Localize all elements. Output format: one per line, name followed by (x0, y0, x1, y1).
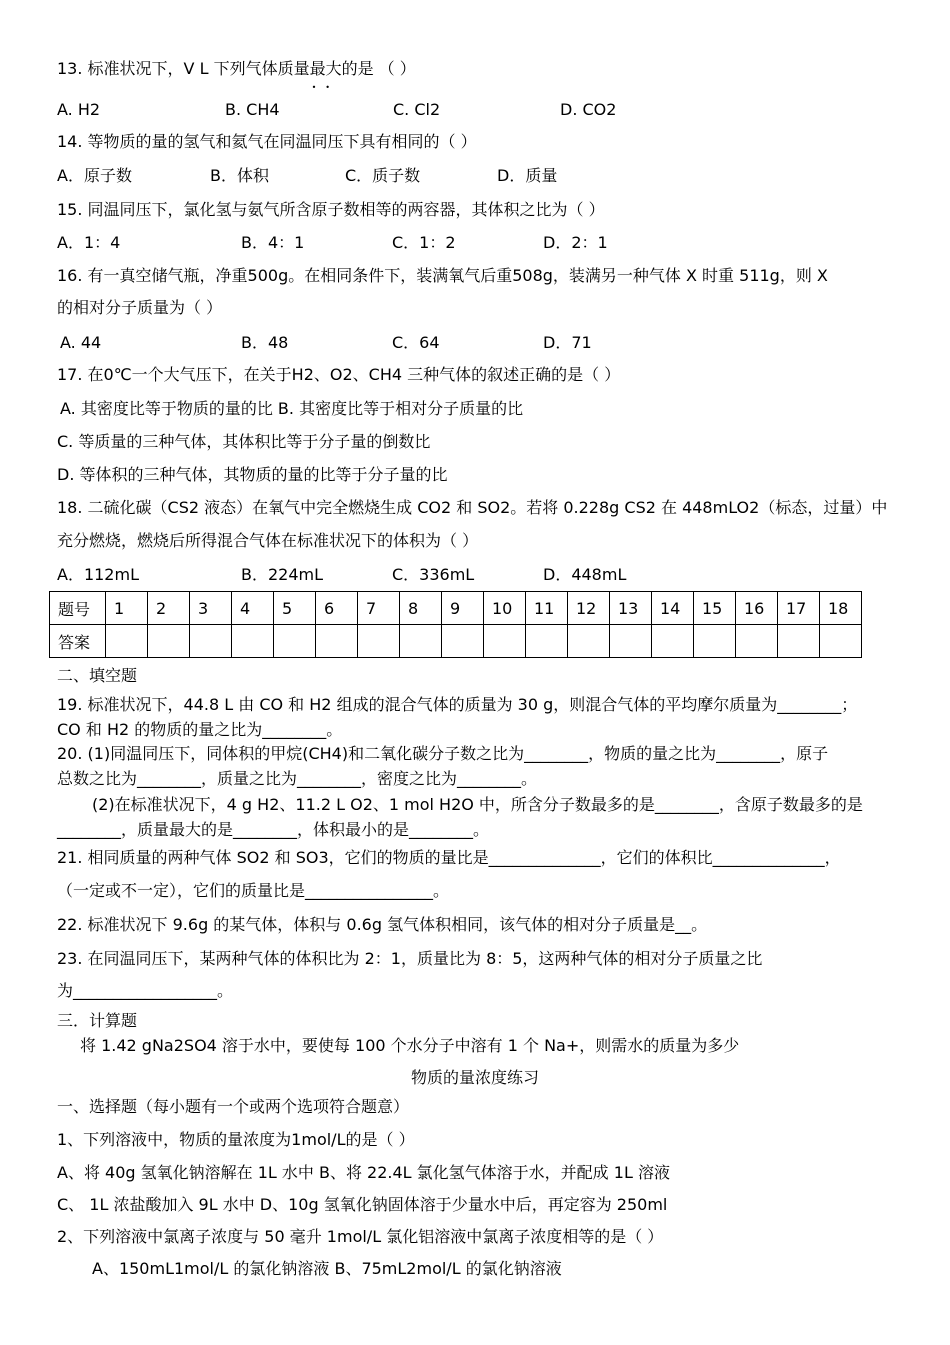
p2-stem: 2、下列溶液中氯离子浓度与 50 毫升 1mol/L 氯化铝溶液中氯离子浓度相等的是（ ） (57, 1227, 664, 1246)
answer-cell[interactable] (400, 625, 442, 658)
answer-table-row-label: 题号 (50, 592, 106, 625)
q21-line1: 21. 相同质量的两种气体 SO2 和 SO3，它们的物质的量比是______________，它们的体积比______________， (57, 848, 841, 867)
q16-option-d[interactable]: D．71 (543, 333, 592, 352)
question-number: 11 (526, 592, 568, 625)
question-number: 1 (106, 592, 148, 625)
section-heading-fill-in: 二、填空题 (57, 666, 138, 685)
q13-option-c[interactable]: C. Cl2 (393, 100, 441, 119)
answer-table-row-label: 答案 (50, 625, 106, 658)
q13-text-b: 的是 （ ） (341, 59, 416, 78)
q16-option-b[interactable]: B．48 (241, 333, 289, 352)
q20-line3: (2)在标准状况下，4 g H2、11.2 L O2、1 mol H2O 中，所含分子数最多的是________，含原子数最多的是 (92, 795, 863, 814)
question-number: 16 (736, 592, 778, 625)
answer-cell[interactable] (232, 625, 274, 658)
question-number: 14 (652, 592, 694, 625)
answer-cell[interactable] (190, 625, 232, 658)
q17-option-d[interactable]: D. 等体积的三种气体，其物质的量的比等于分子量的比 (57, 465, 448, 484)
section-heading-calculation: 三．计算题 (57, 1011, 138, 1030)
p1-options-cd[interactable]: C、 1L 浓盐酸加入 9L 水中 D、10g 氢氧化钠固体溶于少量水中后，再定容为 250ml (57, 1195, 668, 1214)
q15-option-b[interactable]: B．4：1 (241, 233, 305, 252)
q13-text-a: 13. 标准状况下，V L 下列气体质量 (57, 59, 310, 78)
question-number: 10 (484, 592, 526, 625)
q18-option-a[interactable]: A．112mL (57, 565, 139, 584)
q15-stem: 15. 同温同压下，氯化氢与氨气所含原子数相等的两容器，其体积之比为（ ） (57, 200, 605, 219)
p1-stem: 1、下列溶液中，物质的量浓度为1mol/L的是（ ） (57, 1130, 415, 1149)
q16-stem-line2: 的相对分子质量为（ ） (57, 298, 223, 317)
q17-option-c[interactable]: C. 等质量的三种气体，其体积比等于分子量的倒数比 (57, 432, 431, 451)
answer-cell[interactable] (736, 625, 778, 658)
answer-cell[interactable] (652, 625, 694, 658)
answer-cell[interactable] (442, 625, 484, 658)
answer-cell[interactable] (316, 625, 358, 658)
answer-cell[interactable] (358, 625, 400, 658)
question-number: 7 (358, 592, 400, 625)
q23-line2: 为__________________。 (57, 981, 234, 1000)
q14-option-c[interactable]: C．质子数 (345, 166, 421, 185)
q15-option-d[interactable]: D．2：1 (543, 233, 608, 252)
q18-option-d[interactable]: D．448mL (543, 565, 627, 584)
question-number: 15 (694, 592, 736, 625)
section-heading-multiple-choice: 一、选择题（每小题有一个或两个选项符合题意） (57, 1097, 410, 1116)
q20-line1: 20. (1)同温同压下，同体积的甲烷(CH4)和二氧化碳分子数之比为________，物质的量之比为________，原子 (57, 744, 829, 763)
q21-line2: （一定或不一定），它们的质量比是________________。 (57, 881, 450, 900)
p1-options-ab[interactable]: A、将 40g 氢氧化钠溶解在 1L 水中 B、将 22.4L 氯化氢气体溶于水，并配成 1L 溶液 (57, 1163, 670, 1182)
q16-option-a[interactable]: A. 44 (60, 333, 102, 352)
question-number: 12 (568, 592, 610, 625)
question-number: 3 (190, 592, 232, 625)
question-number: 4 (232, 592, 274, 625)
q18-stem-line2: 充分燃烧，燃烧后所得混合气体在标准状况下的体积为（ ） (57, 531, 479, 550)
answer-cell[interactable] (106, 625, 148, 658)
answer-table-answer-row (50, 625, 862, 658)
question-number: 18 (820, 592, 862, 625)
emphasis-dots-icon: •• (311, 83, 340, 92)
answer-cell[interactable] (694, 625, 736, 658)
q14-option-a[interactable]: A．原子数 (57, 166, 132, 185)
q13-stem (57, 58, 416, 92)
q15-option-a[interactable]: A．1：4 (57, 233, 121, 252)
q18-option-c[interactable]: C．336mL (392, 565, 475, 584)
answer-cell[interactable] (820, 625, 862, 658)
answer-table (49, 591, 862, 658)
q13-option-d[interactable]: D. CO2 (560, 100, 617, 119)
q20-line4: ________，质量最大的是________，体积最小的是________。 (57, 820, 490, 839)
question-number: 8 (400, 592, 442, 625)
q22: 22. 标准状况下 9.6g 的某气体，体积与 0.6g 氢气体积相同，该气体的相对分子质量是__。 (57, 915, 708, 934)
answer-cell[interactable] (484, 625, 526, 658)
answer-cell[interactable] (526, 625, 568, 658)
question-number: 17 (778, 592, 820, 625)
answer-cell[interactable] (274, 625, 316, 658)
q18-option-b[interactable]: B．224mL (241, 565, 324, 584)
answer-table-number-row (50, 592, 862, 625)
q15-option-c[interactable]: C．1：2 (392, 233, 456, 252)
q18-stem-line1: 18. 二硫化碳（CS2 液态）在氧气中完全燃烧生成 CO2 和 SO2。若将 0.228g CS2 在 448mLO2（标态，过量）中 (57, 498, 888, 517)
answer-cell[interactable] (778, 625, 820, 658)
q17-option-ab[interactable]: A. 其密度比等于物质的量的比 B. 其密度比等于相对分子质量的比 (60, 399, 524, 418)
calc-problem: 将 1.42 gNa2SO4 溶于水中，要使每 100 个水分子中溶有 1 个 Na+，则需水的质量为多少 (80, 1036, 740, 1055)
p2-options-ab[interactable]: A、150mL1mol/L 的氯化钠溶液 B、75mL2mol/L 的氯化钠溶液 (92, 1259, 562, 1278)
exercise-set-title: 物质的量浓度练习 (410, 1068, 539, 1087)
question-number: 13 (610, 592, 652, 625)
q14-option-b[interactable]: B．体积 (210, 166, 269, 185)
q16-stem-line1: 16. 有一真空储气瓶，净重500g。在相同条件下，装满氧气后重508g，装满另一种气体 X 时重 511g，则 X (57, 266, 828, 285)
q14-option-d[interactable]: D．质量 (497, 166, 558, 185)
q19-line2: CO 和 H2 的物质的量之比为________。 (57, 720, 343, 739)
answer-cell[interactable] (610, 625, 652, 658)
q13-option-b[interactable]: B. CH4 (225, 100, 280, 119)
q16-option-c[interactable]: C．64 (392, 333, 440, 352)
q13-emphasis (309, 59, 342, 92)
q17-stem: 17. 在0℃一个大气压下，在关于H2、O2、CH4 三种气体的叙述正确的是（ ） (57, 365, 621, 384)
q20-line2: 总数之比为________，质量之比为________，密度之比为________。 (57, 769, 538, 788)
answer-cell[interactable] (568, 625, 610, 658)
q19-line1: 19. 标准状况下，44.8 L 由 CO 和 H2 组成的混合气体的质量为 30 g，则混合气体的平均摩尔质量为________； (57, 695, 858, 714)
question-number: 2 (148, 592, 190, 625)
q23-line1: 23. 在同温同压下，某两种气体的体积比为 2：1，质量比为 8：5，这两种气体的相对分子质量之比 (57, 949, 763, 968)
answer-cell[interactable] (148, 625, 190, 658)
q13-emphasis-text: 最大 (309, 59, 342, 78)
q13-option-a[interactable]: A. H2 (57, 100, 101, 119)
question-number: 6 (316, 592, 358, 625)
question-number: 5 (274, 592, 316, 625)
q14-stem: 14. 等物质的量的氢气和氦气在同温同压下具有相同的（ ） (57, 132, 477, 151)
question-number: 9 (442, 592, 484, 625)
